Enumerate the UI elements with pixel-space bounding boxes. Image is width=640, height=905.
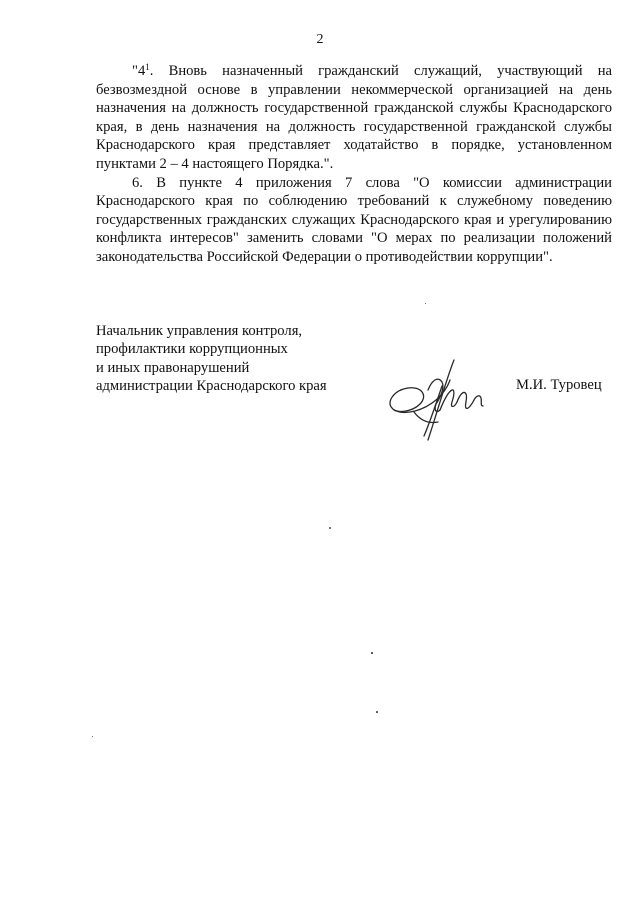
scan-speck [92, 736, 93, 737]
paragraph-1-rest: . Вновь назначенный гражданский служащий, участвующий на безвозмездной основе в управлении некоммерческой организацией на день назначения на должность государственной гражданской службы Краснодарского края, в день назначения на должность государственной гражданской службы Краснодарского края представляет ходатайство в порядке, установленном пунктами 2 – 4 настоящего Порядка.". [96, 63, 612, 172]
signer-position-line-2: профилактики коррупционных [96, 341, 288, 358]
signature-block [96, 322, 356, 396]
paragraph-1-start: "4 [132, 63, 146, 79]
signer-position-line-1: Начальник управления контроля, [96, 323, 303, 339]
scan-speck [376, 711, 378, 713]
signer-position-line-3: и иных правонарушений [96, 359, 250, 376]
page-number: 2 [316, 32, 324, 47]
paragraph-item-6: 6. В пункте 4 приложения 7 слова "О комиссии администрации Краснодарского края по соблюдению требований к служебному поведению государственных гражданских служащих Краснодарского края и урегулированию конфликта интересов" заменить словами "О мерах по реализации положений законодательства Российской Федерации о противодействии коррупции". [96, 174, 612, 265]
paragraph-amendment-4-1 [96, 62, 612, 174]
superscript-index: 1 [145, 62, 150, 72]
signer-position-line-4: администрации Краснодарского края [96, 378, 327, 395]
signer-name: М.И. Туровец [516, 377, 602, 393]
scan-speck [425, 303, 426, 304]
scan-speck [329, 527, 331, 529]
scan-speck [371, 652, 373, 654]
document-body [96, 62, 612, 267]
handwritten-signature [384, 350, 504, 450]
